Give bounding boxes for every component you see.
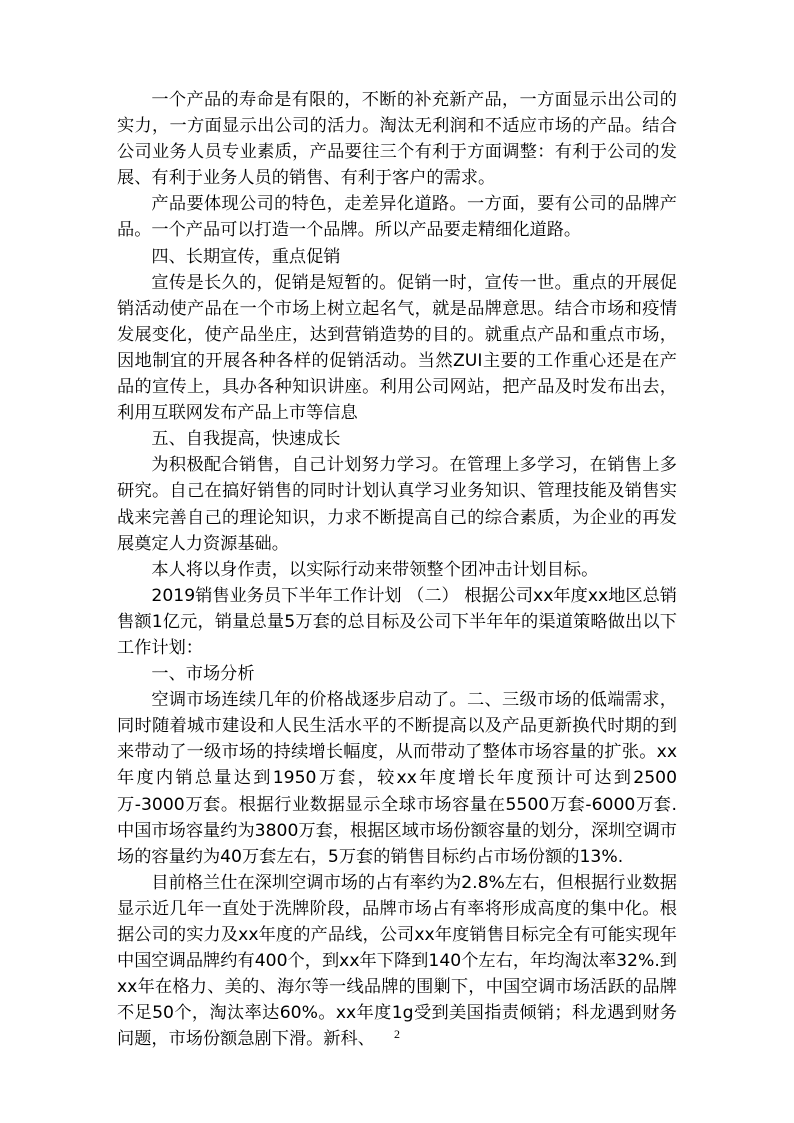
paragraph-plan-intro: 2019销售业务员下半年工作计划 （二） 根据公司xx年度xx地区总销售额1亿元，销量总量5万套的总目标及公司下半年年的渠道策略做出以下工作计划： [117, 585, 677, 658]
heading-self-improvement: 五、自我提高，快速成长 [151, 429, 341, 450]
paragraph-self-improvement: 为积极配合销售，自己计划努力学习。在管理上多学习，在销售上多研究。自己在搞好销售的同时计划认真学习业务知识、管理技能及销售实战来完善自己的理论知识，力求不断提高自己的综合素质，为企业的再发展奠定人力资源基础。 [117, 455, 677, 554]
paragraph-lead-by-example: 本人将以身作责，以实际行动来带领整个团冲击计划目标。 [151, 559, 599, 580]
paragraph-market-analysis: 空调市场连续几年的价格战逐步启动了。二、三级市场的低端需求，同时随着城市建设和人民生活水平的不断提高以及产品更新换代时期的到来带动了一级市场的持续增长幅度，从而带动了整体市场容量的扩张。xx年度内销总量达到1950万套，较xx年度增长年度预计可达到2500万-3000万套。根据行业数据显示全球市场容量在5500万套-6000万套.中国市场容量约为3800万套，根据区域市场份额容量的划分，深圳空调市场的容量约为40万套左右，5万套的销售目标约占市场份额的13%. [117, 690, 677, 867]
heading-long-term-promotion: 四、长期宣传，重点促销 [151, 246, 341, 267]
page-number: 2 [394, 1027, 400, 1041]
heading-market-analysis: 一、市场分析 [151, 664, 255, 685]
paragraph-product-features: 产品要体现公司的特色，走差异化道路。一方面，要有公司的品牌产品。一个产品可以打造一个品牌。所以产品要走精细化道路。 [117, 194, 677, 241]
paragraph-market-share: 目前格兰仕在深圳空调市场的占有率约为2.8%左右，但根据行业数据显示近几年一直处于洗牌阶段，品牌市场占有率将形成高度的集中化。根据公司的实力及xx年度的产品线，公司xx年度销售目标完全有可能实现年中国空调品牌约有400个，到xx年下降到140个左右，年均淘汰率32%.到xx年在格力、美的、海尔等一线品牌的围剿下，中国空调市场活跃的品牌不足50个，淘汰率达60%。xx年度1g受到美国指责倾销；科龙遇到财务问题，市场份额急剧下滑。新科、 [117, 872, 677, 1050]
document-body [117, 87, 677, 1052]
paragraph-product-lifecycle: 一个产品的寿命是有限的，不断的补充新产品，一方面显示出公司的实力，一方面显示出公司的活力。淘汰无利润和不适应市场的产品。结合公司业务人员专业素质，产品要往三个有利于方面调整：有利于公司的发展、有利于业务人员的销售、有利于客户的需求。 [117, 90, 677, 189]
paragraph-promotion: 宣传是长久的，促销是短暂的。促销一时，宣传一世。重点的开展促销活动使产品在一个市场上树立起名气，就是品牌意思。结合市场和疫情发展变化，使产品坐庄，达到营销造势的目的。就重点产品和重点市场，因地制宜的开展各种各样的促销活动。当然ZUI主要的工作重心还是在产品的宣传上，具办各种知识讲座。利用公司网站，把产品及时发布出去，利用互联网发布产品上市等信息 [117, 272, 677, 424]
